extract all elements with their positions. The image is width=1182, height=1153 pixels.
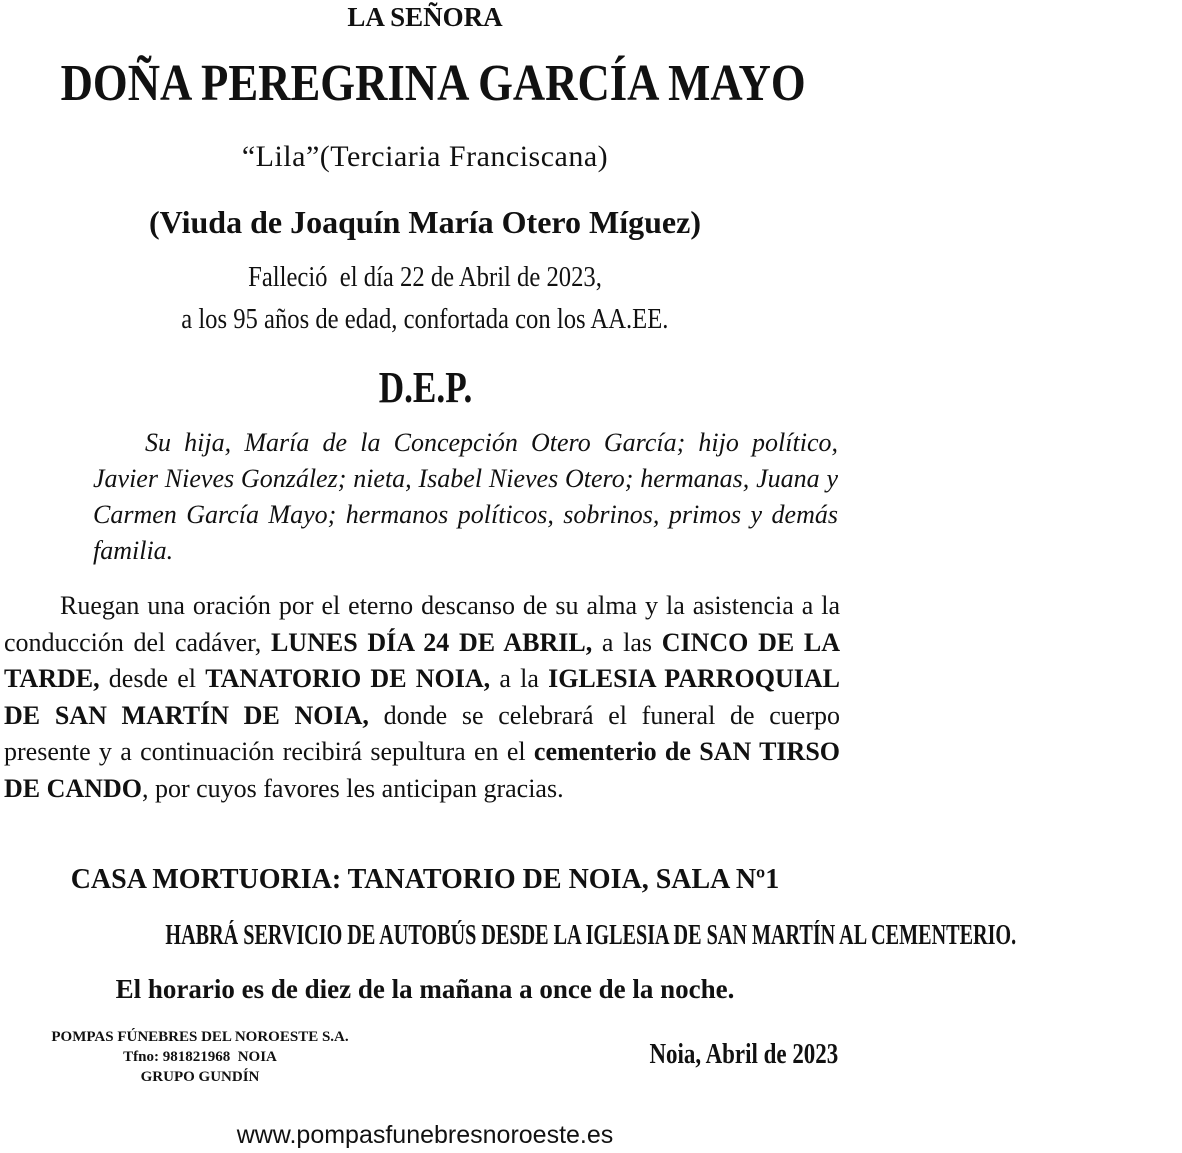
age-text: a los 95 años de edad, confortada con los AA.EE. xyxy=(181,304,669,335)
dep xyxy=(0,362,850,413)
ceremony-paragraph xyxy=(4,588,840,807)
ceremony-origin: TANATORIO DE NOIA, xyxy=(205,664,491,693)
ceremony-text-5: donde se celebrará el funeral de cuerpo presente y a continuación recibirá sepultura en el xyxy=(4,700,840,766)
deceased-name-text: DOÑA PEREGRINA GARCÍA MAYO xyxy=(60,55,806,112)
company-phone: Tfno: 981821968 NOIA xyxy=(123,1049,277,1065)
deceased-name xyxy=(0,54,850,113)
company-name: POMPAS FÚNEBRES DEL NOROESTE S.A. xyxy=(51,1029,349,1045)
ceremony-cemetery-b: SAN TIRSO DE CANDO xyxy=(4,737,841,803)
ceremony-text-2: a las xyxy=(592,627,662,657)
company-block xyxy=(10,1027,390,1087)
family-paragraph: Su hija, María de la Concepción Otero García; hijo político, Javier Nieves González; nieta, Isabel Nieves Otero; hermanas, Juana y Carmen García Mayo; hermanos políticos, sobrinos, primos y demás familia. xyxy=(93,428,838,565)
ceremony-text-4: a la xyxy=(490,664,549,693)
ceremony-text-6 xyxy=(691,737,699,766)
widow-of: (Viuda de Joaquín María Otero Míguez) xyxy=(149,204,701,240)
dep-text: D.E.P. xyxy=(378,363,472,412)
schedule-notice: El horario es de diez de la mañana a once de la noche. xyxy=(115,974,735,1004)
ceremony-text-3: desde el xyxy=(99,664,206,693)
ceremony-time: CINCO DE LA TARDE, xyxy=(4,627,840,693)
ceremony-text-1: Ruegan una oración por el eterno descanso de su alma y la asistencia a la conducción del cadáver, xyxy=(4,591,840,657)
ceremony-day: LUNES DÍA 24 DE ABRIL, xyxy=(270,627,593,657)
place-date: Noia, Abril de 2023 xyxy=(649,1039,838,1070)
death-date-line xyxy=(0,262,850,294)
ceremony-text-7: , por cuyos favores les anticipan gracias. xyxy=(141,773,564,803)
ceremony-church: IGLESIA PARROQUIAL DE SAN MARTÍN DE NOIA, xyxy=(4,664,840,730)
death-date-text: Falleció el día 22 de Abril de 2023, xyxy=(248,262,602,293)
ceremony-cemetery-a: cementerio de xyxy=(533,737,691,766)
title-prefix: LA SEÑORA xyxy=(347,2,503,32)
nickname: “Lila”(Terciaria Franciscana) xyxy=(241,140,609,173)
age-line xyxy=(0,304,850,336)
bus-notice-text: HABRÁ SERVICIO DE AUTOBÚS DESDE LA IGLESIA DE SAN MARTÍN AL CEMENTERIO. xyxy=(165,920,1017,951)
bus-notice xyxy=(0,920,1017,952)
company-group: GRUPO GUNDÍN xyxy=(140,1069,260,1085)
funeral-home-notice: CASA MORTUORIA: TANATORIO DE NOIA, SALA Nº1 xyxy=(70,864,780,895)
website-link[interactable]: www.pompasfunebresnoroeste.es xyxy=(236,1121,614,1149)
